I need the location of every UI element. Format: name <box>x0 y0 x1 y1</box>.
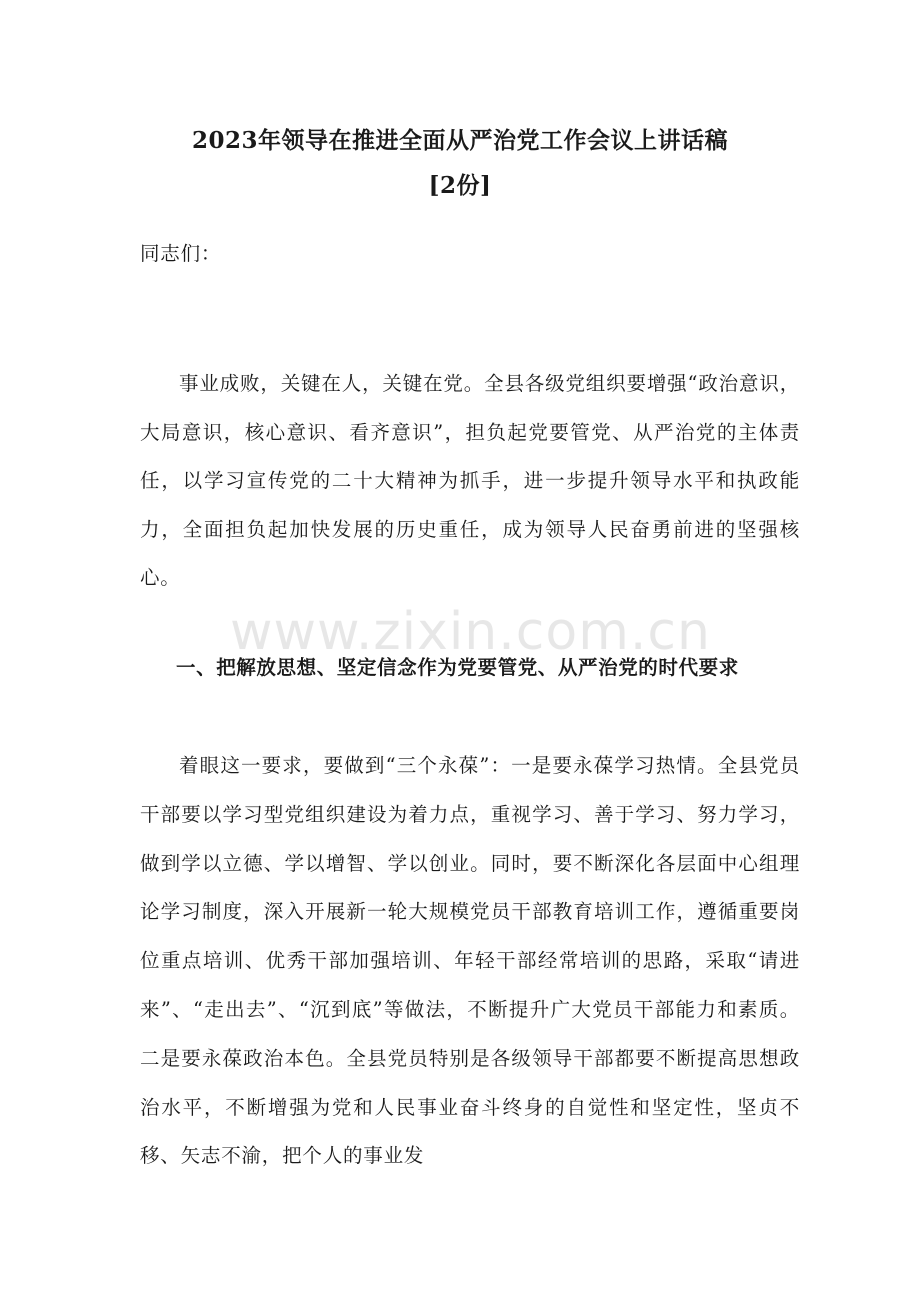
title-line-2: [2份] <box>428 172 492 199</box>
section-heading: 一、把解放思想、坚定信念作为党要管党、从严治党的时代要求 <box>176 656 739 679</box>
document-title <box>60 118 860 208</box>
paragraph-1: 事业成败，关键在人，关键在党。全县各级党组织要增强“政治意识，大局意识，核心意识、看齐意识”，担负起党要管党、从严治党的主体责任，以学习宣传党的二十大精神为抓手，进一步提升领导水平和执政能力，全面担负起加快发展的历史重任，成为领导人民奋勇前进的坚强核心。 <box>140 372 800 589</box>
watermark: www.zixin.com.cn <box>230 602 711 662</box>
paragraph-2: 着眼这一要求，要做到“三个永葆”：一是要永葆学习热情。全县党员干部要以学习型党组织建设为着力点，重视学习、善于学习、努力学习，做到学以立德、学以增智、学以创业。同时，要不断深化各层面中心组理论学习制度，深入开展新一轮大规模党员干部教育培训工作，遵循重要岗位重点培训、优秀干部加强培训、年轻干部经常培训的思路，采取“请进来”、“走出去”、“沉到底”等做法，不断提升广大党员干部能力和素质。二是要永葆政治本色。全县党员特别是各级领导干部都要不断提高思想政治水平，不断增强为党和人民事业奋斗终身的自觉性和坚定性，坚贞不移、矢志不渝，把个人的事业发 <box>140 754 800 1168</box>
salutation: 同志们： <box>140 242 222 265</box>
title-line-1: 2023年领导在推进全面从严治党工作会议上讲话稿 <box>191 127 728 154</box>
